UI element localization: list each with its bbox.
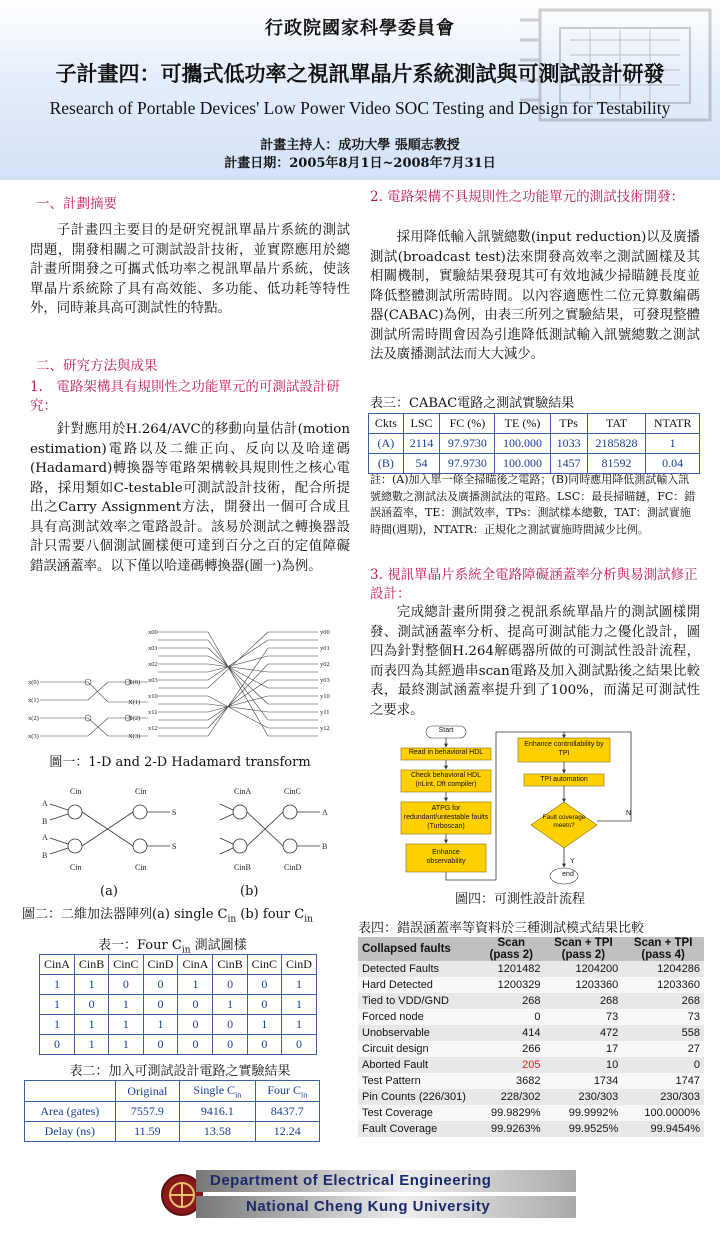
table-cell: Area (gates) (25, 1102, 116, 1122)
table-cell: 0 (247, 975, 281, 995)
section-2-sub2: 2. 電路架構不具規則性之功能單元的測試技術開發： (370, 189, 685, 205)
table-header: FC (%) (440, 414, 495, 434)
table-header: CinA (178, 955, 213, 975)
table-cell: 1 (281, 975, 316, 995)
table-cell: 27 (622, 1041, 704, 1057)
table-cell: 17 (545, 1041, 623, 1057)
table-header: Scan + TPI (pass 4) (622, 937, 704, 961)
table-row (40, 1035, 317, 1055)
section-2-sub3-body: 完成總計畫所開發之視訊系統單晶片的測試圖樣開發、測試涵蓋率分析、提高可測試能力之優化設計，圖四為針對整個H.264解碼器所做的可測試性設計流程，而表四為其經過串scan電路及加入測試點後之結果比較表，最終測試涵蓋率提升到了100%，而滿足可測試性之要求。 (370, 605, 700, 718)
table-cell: 0 (213, 975, 247, 995)
flow-enhance-observability: Enhance observability (426, 849, 466, 865)
table-cell: 0 (143, 975, 178, 995)
table-row (358, 961, 704, 977)
table-cell: 1 (40, 975, 75, 995)
department-name: Department of Electrical Engineering (196, 1170, 576, 1192)
table-row (40, 975, 317, 995)
flow-tpi-automation: TPI automation (540, 776, 588, 783)
table-header: Scan + TPI (pass 2) (545, 937, 623, 961)
figure-2a-label: (a) (100, 884, 118, 899)
flow-check-hdl: Check behavioral HDL (nLint, Dft compiler) (410, 772, 482, 788)
table-cell: 100.000 (495, 454, 550, 474)
svg-text:A: A (42, 799, 48, 808)
table-row (40, 955, 317, 975)
table-cell: 9416.1 (180, 1102, 255, 1122)
table-cell: 230/303 (622, 1089, 704, 1105)
section-2-sub3: 3. 視訊單晶片系統全電路障礙涵蓋率分析與易測試修正設計： (370, 567, 698, 602)
svg-text:y11: y11 (320, 709, 330, 716)
section-1-heading: 一、計劃摘要 (36, 196, 117, 212)
table-cell: 99.9454% (622, 1121, 704, 1137)
table-cell: 1 (74, 975, 108, 995)
principal-investigator: 計畫主持人：成功大學 張順志教授 (260, 138, 460, 153)
table-cell: 1204200 (545, 961, 623, 977)
table-cell: 10 (545, 1057, 623, 1073)
table-cell: 0 (109, 975, 143, 995)
adder-array-figure (40, 784, 340, 888)
table-header: Four $C_{in}$ (255, 1081, 319, 1102)
table-cell: 99.9992% (545, 1105, 623, 1121)
table-cell: 1203360 (622, 977, 704, 993)
svg-text:B: B (42, 851, 48, 860)
table-2-caption: 表二：加入可測試設計電路之實驗結果 (69, 1064, 291, 1079)
table-cell: 99.9263% (478, 1121, 545, 1137)
table-header: Original (115, 1081, 180, 1102)
flow-decision: Fault coverage meets? (542, 814, 586, 829)
table-cell: 1 (646, 434, 700, 454)
svg-text:y00: y00 (320, 629, 330, 636)
flow-atpg: ATPG for redundant/untestable faults (Turboscan) (403, 805, 489, 830)
table-header: TPs (550, 414, 587, 434)
table-cell: 230/303 (545, 1089, 623, 1105)
table-1-four-cin-patterns (39, 954, 317, 1055)
table-3-caption: 表三：CABAC電路之測試實驗結果 (370, 396, 575, 411)
figure-1-caption: 圖一：1-D and 2-D Hadamard transform (49, 755, 311, 770)
section-1-body: 子計畫四主要目的是研究視訊單晶片系統的測試問題，開發相關之可測試設計技術，並實際應用於總計畫所開發之可攜式低功率之視訊單晶片系統，使該單晶片系統除了具有高效能、多功能、低功耗等特性外，同時兼具高可測試性的特點。 (30, 223, 350, 316)
svg-text:CinC: CinC (284, 787, 301, 796)
table-cell: 558 (622, 1025, 704, 1041)
table-header: TE (%) (495, 414, 550, 434)
svg-text:x02: x02 (148, 661, 158, 668)
table-cell: Detected Faults (358, 961, 478, 977)
table-row (369, 414, 700, 434)
table-cell: 228/302 (478, 1089, 545, 1105)
figure-2b-label: (b) (240, 884, 259, 899)
svg-text:X(2): X(2) (128, 715, 141, 722)
svg-text:Cin: Cin (135, 863, 147, 872)
table-cell: Delay (ns) (25, 1122, 116, 1142)
table-cell-highlight: 205 (478, 1057, 545, 1073)
table-cell: 97.9730 (440, 434, 495, 454)
table-cell: Pin Counts (226/301) (358, 1089, 478, 1105)
table-row (25, 1102, 320, 1122)
table-cell: 268 (545, 993, 623, 1009)
table-cell: 100.0000% (622, 1105, 704, 1121)
table-cell: 0 (281, 1035, 316, 1055)
table-cell: 1200329 (478, 977, 545, 993)
table-cell: 8437.7 (255, 1102, 319, 1122)
svg-text:Cin: Cin (135, 787, 147, 796)
table-cell: 7557.9 (115, 1102, 180, 1122)
table-row (358, 1025, 704, 1041)
table-4-caption: 表四：錯誤涵蓋率等資料於三種測試模式結果比較 (358, 921, 645, 936)
section-2-sub1: 1. 電路架構具有規則性之功能單元的可測試設計研究： (30, 379, 340, 414)
table-row (25, 1081, 320, 1102)
table-3-cabac-results (368, 413, 700, 474)
table-cell: 2114 (403, 434, 440, 454)
table-cell: 1204286 (622, 961, 704, 977)
table-cell: 0.04 (646, 454, 700, 474)
table-cell: 1 (178, 975, 213, 995)
table-cell: 73 (545, 1009, 623, 1025)
table-cell: 0 (178, 1035, 213, 1055)
table-cell: 266 (478, 1041, 545, 1057)
table-cell: 0 (178, 1015, 213, 1035)
table-row (369, 454, 700, 474)
table-row (358, 1041, 704, 1057)
table-cell: 97.9730 (440, 454, 495, 474)
table-header: CinD (281, 955, 316, 975)
table-row (358, 977, 704, 993)
table-row (358, 1089, 704, 1105)
table-cell: 11.59 (115, 1122, 180, 1142)
svg-text:x11: x11 (148, 709, 158, 716)
figure-4-caption: 圖四：可測性設計流程 (454, 892, 585, 907)
table-cell: 99.9829% (478, 1105, 545, 1121)
table-cell: 0 (247, 1035, 281, 1055)
flow-yes-label: Y (570, 858, 575, 865)
svg-text:CinD: CinD (284, 863, 302, 872)
svg-text:X(1): X(1) (128, 699, 141, 706)
table-cell: 3682 (478, 1073, 545, 1089)
table-header: Single $C_{in}$ (180, 1081, 255, 1102)
svg-text:y03: y03 (320, 677, 330, 684)
table-cell: 99.9525% (545, 1121, 623, 1137)
poster-header (0, 0, 720, 180)
flow-end-label: end (562, 871, 574, 878)
table-cell: 73 (622, 1009, 704, 1025)
table-header: Ckts (369, 414, 404, 434)
footer-banner (160, 1164, 580, 1226)
table-cell: 2185828 (587, 434, 646, 454)
table-cell: 0 (622, 1057, 704, 1073)
table-cell: 100.000 (495, 434, 550, 454)
table-cell: Hard Detected (358, 977, 478, 993)
section-2-sub1-body: 針對應用於H.264/AVC的移動向量估計(motion estimation)電路以及二維正向、反向以及哈達碼(Hadamard)轉換器等電路架構較具規則性之核心電路，採用類如C-testable可測試設計技術，配合所提出之Carry Assignment方法，開發出一個可合成且具有高測試效率之電路設計。該易於測試之轉換器設計只需要八個測試圖樣便可達到百分之百的定值障礙錯誤涵蓋率。以下僅以哈達碼轉換器(圖一)為例。 (30, 422, 350, 574)
table-row (40, 995, 317, 1015)
table-cell: 1 (74, 1015, 108, 1035)
section-2-sub2-body: 採用降低輸入訊號總數(input reduction)以及廣播測試(broadcast test)法來開發高效率之測試圖樣及其相關機制，實驗結果發現其可有效地減少掃瞄鏈長度並降低整體測試所需時間。以內容適應性二位元算數編碼器(CABAC)為例，由表三所列之實驗結果，可發現整體測試所需時間會因為引進降低測試輸入訊號總數之測試法及廣播測試法而大大減少。 (370, 230, 700, 362)
svg-text:CinB: CinB (234, 863, 251, 872)
table-cell: 0 (143, 1035, 178, 1055)
flow-read-hdl: Read in behavioral HDL (408, 749, 484, 756)
table-row (358, 1105, 704, 1121)
flow-no-label: N (626, 810, 632, 817)
table-header: CinD (143, 955, 178, 975)
table-2-dft-results (24, 1080, 320, 1142)
svg-text:y12: y12 (320, 725, 330, 732)
svg-text:x00: x00 (148, 629, 158, 636)
table-cell: Test Coverage (358, 1105, 478, 1121)
hadamard-transform-figure (28, 624, 358, 748)
table-row (25, 1122, 320, 1142)
table-row (40, 1015, 317, 1035)
table-cell: Test Pattern (358, 1073, 478, 1089)
svg-text:x(1): x(1) (28, 697, 39, 704)
table-cell: 1 (281, 1015, 316, 1035)
table-cell: 1201482 (478, 961, 545, 977)
table-cell: 12.24 (255, 1122, 319, 1142)
table-header: Collapsed faults (358, 937, 478, 961)
svg-text:y10: y10 (320, 693, 330, 700)
svg-text:X(0): X(0) (128, 679, 141, 686)
table-cell: 1 (281, 995, 316, 1015)
svg-text:x10: x10 (148, 693, 158, 700)
table-cell: 1 (109, 995, 143, 1015)
table-cell: Aborted Fault (358, 1057, 478, 1073)
svg-text:A: A (42, 833, 48, 842)
table-cell: 1203360 (545, 977, 623, 993)
table-header: NTATR (646, 414, 700, 434)
table-cell: 0 (143, 995, 178, 1015)
table-cell: 81592 (587, 454, 646, 474)
table-header: CinC (247, 955, 281, 975)
table-cell: 268 (622, 993, 704, 1009)
table-4-fault-coverage (358, 937, 704, 1137)
table-cell: 1033 (550, 434, 587, 454)
table-cell: 1 (143, 1015, 178, 1035)
table-cell: 472 (545, 1025, 623, 1041)
svg-text:y02: y02 (320, 661, 330, 668)
table-cell: (A) (369, 434, 404, 454)
table-cell: 0 (213, 1035, 247, 1055)
table-cell: 1 (109, 1015, 143, 1035)
svg-text:A: A (322, 808, 328, 817)
table-cell: 1 (213, 995, 247, 1015)
table-cell: 1734 (545, 1073, 623, 1089)
table-cell: 0 (74, 995, 108, 1015)
svg-text:X(3): X(3) (128, 733, 141, 740)
table-cell: 0 (478, 1009, 545, 1025)
svg-text:Cin: Cin (70, 787, 82, 796)
table-header (25, 1081, 116, 1102)
table-cell: 1747 (622, 1073, 704, 1089)
table-header: TAT (587, 414, 646, 434)
table-cell: 0 (40, 1035, 75, 1055)
table-row (358, 993, 704, 1009)
flow-enhance-controllability: Enhance controllability by TPI (524, 741, 604, 757)
table-cell: Tied to VDD/GND (358, 993, 478, 1009)
svg-text:B: B (322, 842, 328, 851)
table-cell: Fault Coverage (358, 1121, 478, 1137)
svg-text:x01: x01 (148, 645, 158, 652)
svg-text:CinA: CinA (234, 787, 252, 796)
svg-text:B: B (42, 817, 48, 826)
table-cell: (B) (369, 454, 404, 474)
table-cell: 268 (478, 993, 545, 1009)
organization-name: 行政院國家科學委員會 (265, 18, 455, 39)
table-cell: 0 (247, 995, 281, 1015)
svg-text:x(0): x(0) (28, 679, 39, 686)
svg-text:y01: y01 (320, 645, 330, 652)
svg-text:x03: x03 (148, 677, 158, 684)
svg-text:x(3): x(3) (28, 733, 39, 740)
table-header: LSC (403, 414, 440, 434)
svg-text:S: S (172, 808, 177, 817)
table-header: CinC (109, 955, 143, 975)
table-1-caption: 表一：Four $C_{in}$ 測試圖樣 (98, 938, 247, 956)
table-cell: Forced node (358, 1009, 478, 1025)
english-title: Research of Portable Devices' Low Power Video SOC Testing and Design for Testability (49, 98, 671, 118)
table-cell: 13.58 (180, 1122, 255, 1142)
table-cell: 54 (403, 454, 440, 474)
table-cell: Circuit design (358, 1041, 478, 1057)
table-header: CinB (74, 955, 108, 975)
table-cell: 1457 (550, 454, 587, 474)
table-row (358, 1073, 704, 1089)
table-header: CinA (40, 955, 75, 975)
table-row (369, 434, 700, 454)
figure-2-caption: 圖二：二維加法器陣列(a) single $C_{in}$ (b) four $C_{in}$ (22, 907, 313, 925)
table-cell: 1 (74, 1035, 108, 1055)
svg-text:x12: x12 (148, 725, 158, 732)
table-cell: 1 (40, 1015, 75, 1035)
table-3-note: 註：(A)加入單一條全掃瞄後之電路；(B)同時應用降低測試輸入訊號總數之測試法及廣播測試法的電路。LSC：最長掃瞄鏈，FC：錯誤涵蓋率，TE：測試效率，TPs：測試樣本總數，TAT：測試實施時間(週期)，NTATR：正規化之測試實施時間減少比例。 (370, 473, 696, 536)
table-row (358, 1009, 704, 1025)
table-header: CinB (213, 955, 247, 975)
project-period: 計畫日期：2005年8月1日~2008年7月31日 (224, 156, 496, 171)
table-cell: 414 (478, 1025, 545, 1041)
table-cell: Unobservable (358, 1025, 478, 1041)
table-cell: 1 (40, 995, 75, 1015)
svg-text:x(2): x(2) (28, 715, 39, 722)
table-row (358, 1121, 704, 1137)
university-name: National Cheng Kung University (196, 1196, 576, 1218)
table-row (358, 1057, 704, 1073)
svg-text:Cin: Cin (70, 863, 82, 872)
table-cell: 0 (213, 1015, 247, 1035)
table-cell: 1 (109, 1035, 143, 1055)
table-header-row (358, 937, 704, 961)
flow-start-label: Start (438, 727, 454, 734)
section-2-heading: 二、研究方法與成果 (36, 358, 158, 374)
table-cell: 1 (247, 1015, 281, 1035)
table-header: Scan (pass 2) (478, 937, 545, 961)
svg-text:S: S (172, 842, 177, 851)
project-title: 子計畫四：可攜式低功率之視訊單晶片系統測試與可測試設計研發 (55, 61, 665, 86)
table-cell: 0 (178, 995, 213, 1015)
